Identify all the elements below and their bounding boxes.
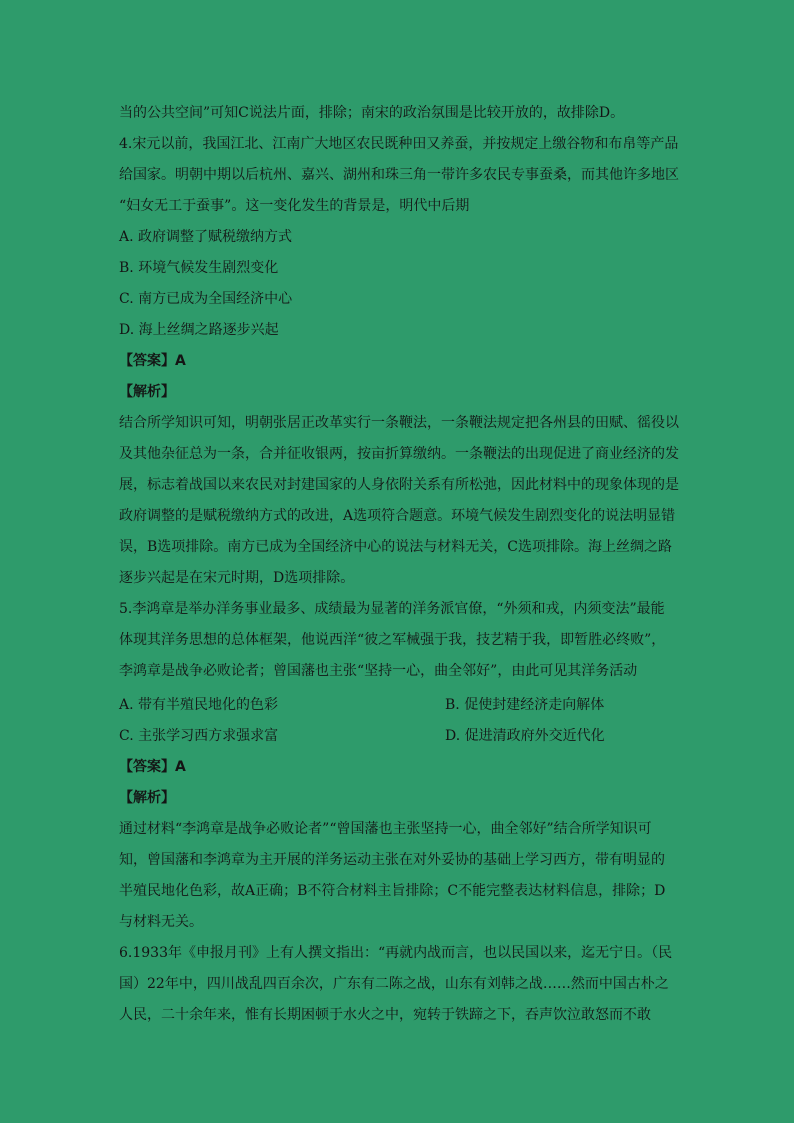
question-4-stem: 4.宋元以前，我国江北、江南广大地区农民既种田又养蚕，并按规定上缴谷物和布帛等产品: [119, 136, 679, 152]
option-c: C. 南方已成为全国经济中心: [119, 291, 293, 307]
analysis-text: 逐步兴起是在宋元时期，D选项排除。: [119, 570, 355, 586]
analysis-text: 政府调整的是赋税缴纳方式的改进，A选项符合题意。环境气候发生剧烈变化的说法明显错: [119, 508, 676, 524]
question-6-stem: 6.1933年《申报月刊》上有人撰文指出：“再就内战而言，也以民国以来，迄无宁日。（民: [119, 945, 673, 961]
analysis-text: 半殖民地化色彩，故A正确；B不符合材料主旨排除；C不能完整表达材料信息，排除；D: [119, 883, 666, 899]
option-d: D. 海上丝绸之路逐步兴起: [119, 322, 279, 338]
analysis-text: 与材料无关。: [119, 914, 203, 930]
analysis-text: 通过材料“李鸿章是战争必败论者”“曾国藩也主张坚持一心，曲全邻好”结合所学知识可: [119, 821, 652, 837]
analysis-text: 及其他杂征总为一条，合并征收银两，按亩折算缴纳。一条鞭法的出现促进了商业经济的发: [119, 446, 679, 462]
option-c: C. 主张学习西方求强求富: [119, 728, 279, 744]
question-5-stem: 5.李鸿章是举办洋务事业最多、成绩最为显著的洋务派官僚，“外须和戎，内须变法”最能: [119, 601, 665, 617]
text-line: 人民，二十余年来，惟有长期困顿于水火之中，宛转于铁蹄之下，吞声饮泣敢怒而不敢: [119, 1007, 651, 1023]
text-line: 李鸿章是战争必败论者；曾国藩也主张“坚持一心，曲全邻好”，由此可见其洋务活动: [119, 663, 638, 679]
answer-label: 【答案】A: [119, 759, 186, 775]
option-d: D. 促进清政府外交近代化: [445, 728, 605, 744]
text-line: 给国家。明朝中期以后杭州、嘉兴、湖州和珠三角一带许多农民专事蚕桑，而其他许多地区: [119, 167, 679, 183]
option-a: A. 政府调整了赋税缴纳方式: [119, 229, 293, 245]
option-a: A. 带有半殖民地化的色彩: [119, 697, 279, 713]
text-line: “妇女无工于蚕事”。这一变化发生的背景是，明代中后期: [119, 198, 470, 214]
analysis-text: 展，标志着战国以来农民对封建国家的人身依附关系有所松弛，因此材料中的现象体现的是: [119, 477, 679, 493]
option-b: B. 环境气候发生剧烈变化: [119, 260, 279, 276]
analysis-text: 知，曾国藩和李鸿章为主开展的洋务运动主张在对外妥协的基础上学习西方，带有明显的: [119, 852, 665, 868]
analysis-label: 【解析】: [119, 384, 175, 400]
answer-label: 【答案】A: [119, 353, 186, 369]
analysis-label: 【解析】: [119, 790, 175, 806]
option-b: B. 促使封建经济走向解体: [445, 697, 605, 713]
text-line: 国）22年中，四川战乱四百余次，广东有二陈之战，山东有刘韩之战……然而中国古朴之: [119, 976, 669, 992]
text-line: 体现其洋务思想的总体框架，他说西洋“彼之军械强于我，技艺精于我，即暂胜必终败”，: [119, 632, 666, 648]
analysis-text: 结合所学知识可知，明朝张居正改革实行一条鞭法，一条鞭法规定把各州县的田赋、徭役以: [119, 415, 679, 431]
text-line: 当的公共空间”可知C说法片面，排除；南宋的政治氛围是比较开放的，故排除D。: [119, 105, 625, 121]
analysis-text: 误，B选项排除。南方已成为全国经济中心的说法与材料无关，C选项排除。海上丝绸之路: [119, 539, 672, 555]
